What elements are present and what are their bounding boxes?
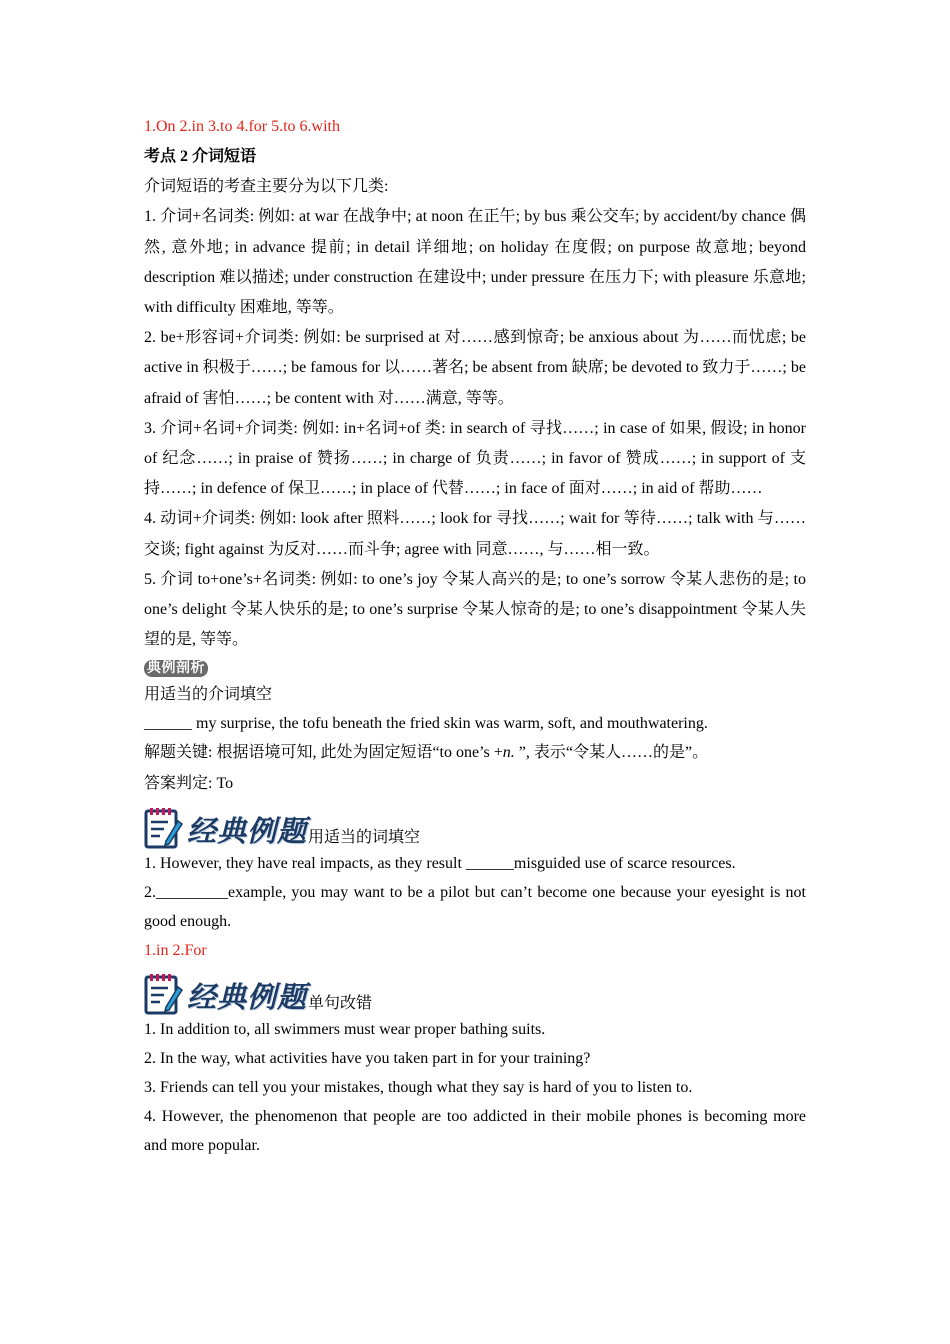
notebook-pencil-icon	[144, 807, 184, 849]
solution-key-prefix: 解题关键: 根据语境可知, 此处为固定短语“to one’s +	[144, 744, 503, 762]
category-5: 5. 介词 to+one’s+名词类: 例如: to one’s joy 令某人高兴的是; to one’s sorrow 令某人悲伤的是; to one’s delight 令某人快乐的是; to one’s surprise 令某人惊奇的是; to one’s disappointment 令某人失望的是, 等等。	[144, 570, 806, 649]
example-sentence	[144, 709, 806, 738]
question-text: misguided use of scarce resources.	[513, 854, 736, 872]
intro-text: 介词短语的考查主要分为以下几类:	[144, 178, 389, 196]
notebook-pencil-icon	[144, 973, 184, 1015]
example-answer: 答案判定: To	[144, 774, 234, 792]
classic1-answers: 1.in 2.For	[144, 941, 207, 959]
classic2-item-3: 3. Friends can tell you your mistakes, though what they say is hard of you to listen to.	[144, 1078, 693, 1096]
example-instruction: 用适当的介词填空	[144, 686, 273, 704]
classic2-item-4: 4. However, the phenomenon that people are too addicted in their mobile phones is becoming more and more popular.	[144, 1107, 806, 1154]
fill-blank: ______	[465, 854, 514, 872]
category-2: 2. be+形容词+介词类: 例如: be surprised at 对……感到惊奇; be anxious about 为……而忧虑; be active in 积极于……; be famous for 以……著名; be absent from 缺席; be devoted to 致力于……; be afraid of 害怕……; be content with 对……满意, 等等。	[144, 329, 806, 407]
classic-example-title: 经典例题	[187, 813, 308, 848]
classic-example-header-1	[144, 803, 806, 849]
classic2-item-2: 2. In the way, what activities have you taken part in for your training?	[144, 1049, 591, 1067]
classic1-question-2	[144, 878, 806, 936]
example-badge: 典例剖析	[144, 660, 208, 677]
category-1: 1. 介词+名词类: 例如: at war 在战争中; at noon 在正午; by bus 乘公交车; by accident/by chance 偶然, 意外地; in advance 提前; in detail 详细地; on holiday 在度假; on purpose 故意地; beyond description 难以描述; under construction 在建设中; under pressure 在压力下; with pleasure 乐意地; with difficulty 困难地, 等等。	[144, 208, 806, 317]
classic1-question-1	[144, 849, 806, 878]
classic-example-subtitle: 用适当的词填空	[308, 828, 421, 846]
classic-example-header-2	[144, 969, 806, 1015]
solution-key-italic: n.	[502, 744, 515, 762]
answers-section-1: 1.On 2.in 3.to 4.for 5.to 6.with	[144, 118, 340, 135]
question-text: 1. However, they have real impacts, as they result	[144, 854, 466, 872]
section-heading: 考点 2 介词短语	[144, 148, 257, 166]
classic2-item-1: 1. In addition to, all swimmers must wear proper bathing suits.	[144, 1020, 546, 1038]
example-sentence-text: my surprise, the tofu beneath the fried skin was warm, soft, and mouthwatering.	[192, 715, 708, 733]
classic-example-subtitle: 单句改错	[308, 994, 373, 1012]
category-3: 3. 介词+名词+介词类: 例如: in+名词+of 类: in search of 寻找……; in case of 如果, 假设; in honor of 纪念……; in praise of 赞扬……; in charge of 负责……; in favor of 赞成……; in support of 支持……; in defence of 保卫……; in place of 代替……; in face of 面对……; in aid of 帮助……	[144, 419, 806, 498]
question-number: 2.	[144, 883, 156, 901]
fill-blank: ______	[144, 715, 192, 733]
classic-example-title: 经典例题	[187, 979, 308, 1014]
category-4: 4. 动词+介词类: 例如: look after 照料……; look for 寻找……; wait for 等待……; talk with 与……交谈; fight against 为反对……而斗争; agree with 同意……, 与……相一致。	[144, 510, 806, 558]
document-page	[144, 112, 806, 1160]
fill-blank: _________	[156, 883, 228, 901]
question-text: example, you may want to be a pilot but can’t become one because your eyesight is not good enough.	[144, 883, 806, 930]
solution-key-suffix: ”, 表示“令某人……的是”。	[514, 744, 709, 762]
solution-key	[144, 738, 806, 768]
